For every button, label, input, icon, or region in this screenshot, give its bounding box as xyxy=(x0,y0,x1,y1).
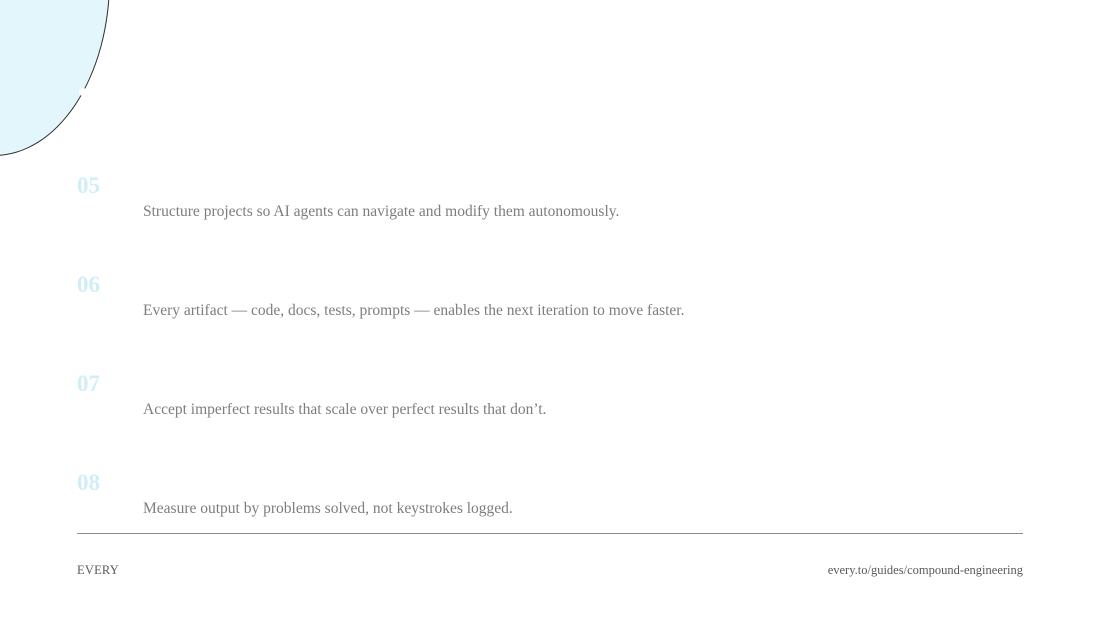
item-number: 08 xyxy=(77,470,100,495)
decorative-circle xyxy=(0,0,110,156)
item-text: Measure output by problems solved, not keystrokes logged. xyxy=(143,500,513,517)
item-text: Structure projects so AI agents can navigate and modify them autonomously. xyxy=(143,203,620,220)
item-number: 07 xyxy=(77,371,100,396)
list-item xyxy=(77,173,1023,233)
item-number: 05 xyxy=(77,173,100,198)
list-item xyxy=(77,371,1023,431)
decorative-circle-gap xyxy=(79,88,87,96)
list-item xyxy=(77,272,1023,332)
item-number: 06 xyxy=(77,272,100,297)
footer-url-link[interactable]: every.to/guides/compound-engineering xyxy=(827,563,1023,577)
item-text: Every artifact — code, docs, tests, prompts — enables the next iteration to move faster. xyxy=(143,302,685,319)
footer-divider xyxy=(77,533,1023,534)
list-item xyxy=(77,470,1023,530)
item-text: Accept imperfect results that scale over perfect results that don’t. xyxy=(143,401,547,418)
footer-brand: EVERY xyxy=(77,563,119,577)
